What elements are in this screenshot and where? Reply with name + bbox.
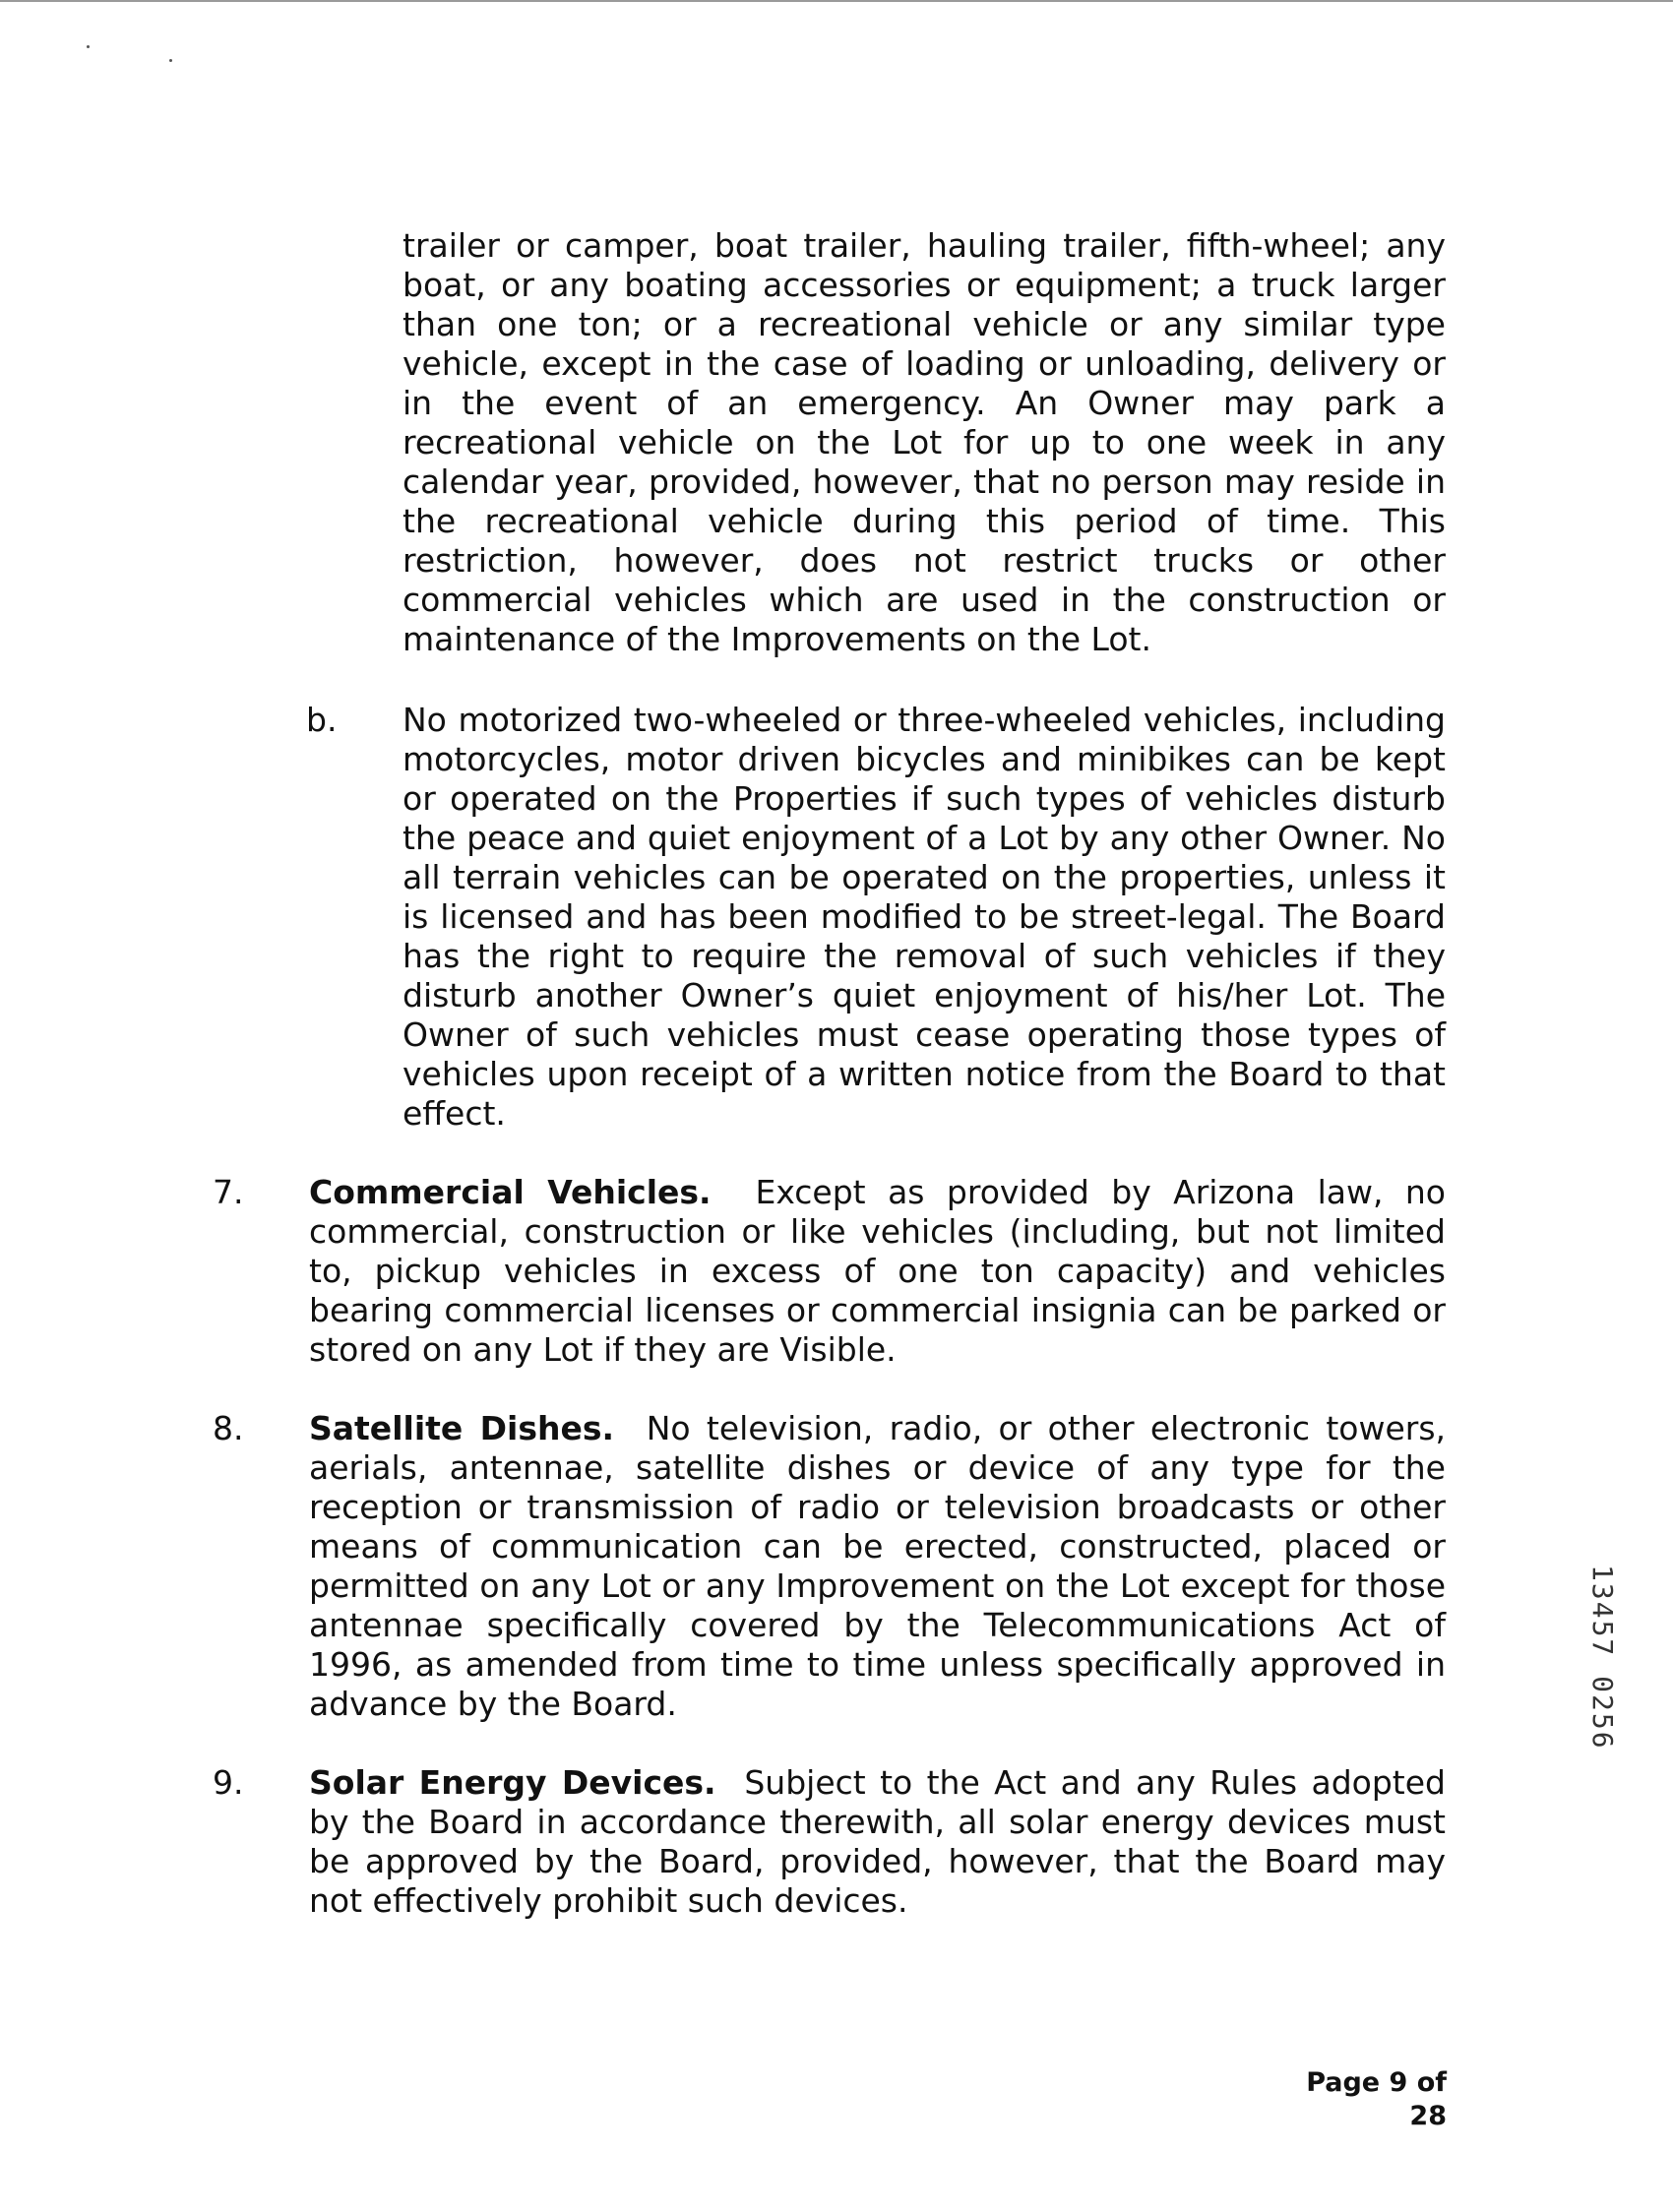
continued-paragraph: trailer or camper, boat trailer, hauling trailer, fifth-wheel; any boat, or any boating accessories or equipment; a truck larger than one ton; or a recreational vehicle or any similar type vehicle, except in the case of loading or unloading, delivery or in the event of an emergency. An Owner may park a recreational vehicle on the Lot for up to one week in any calendar year, provided, however, that no person may reside in the recreational vehicle during this period of time. This restriction, however, does not restrict trucks or other commercial vehicles which are used in the construction or maintenance of the Improvements on the Lot. — [403, 226, 1446, 658]
section-body — [309, 1173, 1446, 1370]
top-scan-edge — [0, 0, 1673, 2]
section-number: 8. — [213, 1409, 244, 1447]
section-number: 7. — [213, 1173, 244, 1211]
page-number: Page 9 of 28 — [1306, 2067, 1447, 2131]
section-text: No television, radio, or other electronic towers, aerials, antennae, satellite dishes or device of any type for the reception or transmission of radio or television broadcasts or other means of communication can be erected, constructed, placed or permitted on any Lot or any Improvement on the Lot except for those antennae specifically covered by the Telecommunications Act of 1996, as amended from time to time unless specifically approved in advance by the Board. — [309, 1409, 1447, 1723]
subitem-text: No motorized two-wheeled or three-wheeled vehicles, including motorcycles, motor driven bicycles and minibikes can be kept or operated on the Properties if such types of vehicles disturb the peace and quiet enjoyment of a Lot by any other Owner. No all terrain vehicles can be operated on the properties, unless it is licensed and has been modified to be street-legal. The Board has the right to require the removal of such vehicles if they disturb another Owner’s quiet enjoyment of his/her Lot. The Owner of such vehicles must cease operating those types of vehicles upon receipt of a written notice from the Board to that effect. — [403, 701, 1446, 1133]
scan-speck — [87, 45, 90, 48]
section-heading: Solar Energy Devices. — [309, 1763, 716, 1802]
section-body — [309, 1763, 1446, 1921]
section-text: Except as provided by Arizona law, no commercial, construction or like vehicles (including, but not limited to, pickup vehicles in excess of one ton capacity) and vehicles bearing commercial licenses or commercial insignia can be parked or stored on any Lot if they are Visible. — [309, 1173, 1446, 1369]
section-heading: Satellite Dishes. — [309, 1409, 615, 1447]
subitem-marker: b. — [306, 701, 338, 739]
section-number: 9. — [213, 1763, 244, 1802]
section-body — [309, 1409, 1446, 1724]
recording-number: 13457 0256 — [1586, 1565, 1619, 1751]
section-text: Subject to the Act and any Rules adopted by the Board in accordance therewith, all solar energy devices must be approved by the Board, provided, however, that the Board may not effectively prohibit such devices. — [309, 1763, 1446, 1920]
scan-speck — [169, 59, 172, 62]
section-heading: Commercial Vehicles. — [309, 1173, 712, 1211]
